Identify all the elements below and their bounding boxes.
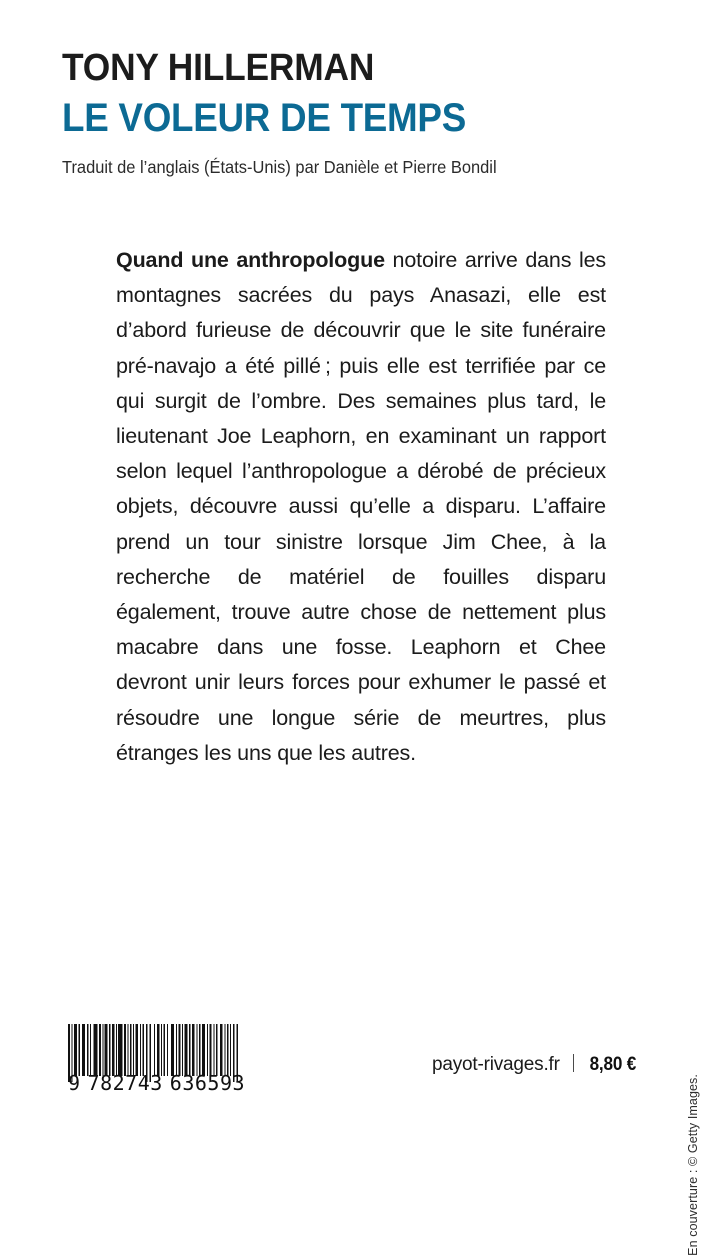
publisher-and-price [432,1052,639,1076]
cover-photo-credit: En couverture : © Getty Images. [686,1074,700,1256]
isbn-lead-digit: 9 [68,1071,81,1095]
isbn-number [68,1072,248,1094]
author-name: TONY HILLERMAN [62,47,375,89]
blurb-lead-in: Quand une anthropologue [116,248,385,272]
isbn-group-1: 782743 [87,1071,163,1095]
isbn-barcode [68,1024,248,1094]
translation-credit: Traduit de l’anglais (États-Unis) par Danièle et Pierre Bondil [62,157,497,177]
price-label: 8,80 € [589,1054,637,1075]
cover-header [62,46,662,178]
divider [573,1054,575,1072]
back-cover-blurb [116,243,606,771]
book-title: LE VOLEUR DE TEMPS [62,96,466,140]
blurb-body: notoire arrive dans les montagnes sacrées du pays Anasazi, elle est d’abord furieuse de découvrir que le site funéraire pré-navajo a été pillé ; puis elle est terrifiée par ce qui surgit de l’ombre. Des semaines plus tard, le lieutenant Joe Leaphorn, en examinant un rapport selon lequel l’anthropologue a dérobé de précieux objets, découvre aussi qu’elle a disparu. L’affaire prend un tour sinistre lorsque Jim Chee, à la recherche de matériel de fouilles disparu également, trouve autre chose de nettement plus macabre dans une fosse. Leaphorn et Chee devront unir leurs forces pour exhumer le passé et résoudre une longue série de meurtres, plus étranges les uns que les autres. [116,248,606,765]
isbn-group-2: 636593 [169,1071,246,1095]
publisher-website[interactable]: payot-rivages.fr [432,1054,560,1075]
